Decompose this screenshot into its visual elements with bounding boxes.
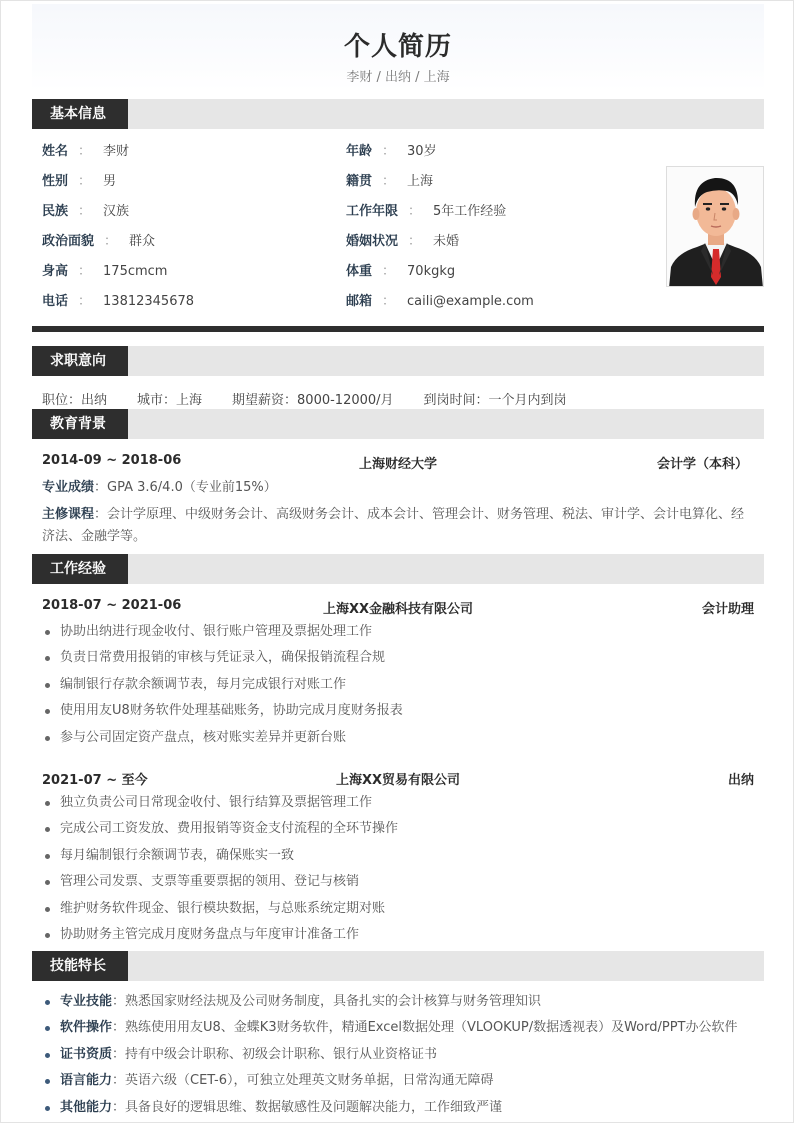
- info-value: 5年工作经验: [433, 204, 507, 219]
- list-item: 每月编制银行余额调节表，确保账实一致: [42, 843, 754, 869]
- info-label: 身高: [42, 264, 69, 279]
- section-title-skills: 技能特长: [32, 951, 128, 981]
- info-value: 汉族: [103, 204, 130, 219]
- skills-list: [42, 989, 754, 1121]
- gpa-value: ：GPA 3.6/4.0（专业前15%）: [94, 480, 277, 495]
- list-item: 负责日常费用报销的审核与凭证录入，确保报销流程合规: [42, 645, 754, 671]
- info-height: 身高 ： 175cmcm: [42, 264, 168, 279]
- page-subtitle: 李财 / 出纳 / 上海: [346, 70, 450, 85]
- list-item: 使用用友U8财务软件处理基础账务，协助完成月度财务报表: [42, 698, 754, 724]
- info-name: 姓名 ： 李财: [42, 144, 130, 159]
- info-value: 李财: [103, 144, 130, 159]
- skill-label: 其他能力: [60, 1099, 113, 1115]
- intent-city: 城市：上海: [137, 393, 203, 408]
- education-courses: [42, 504, 754, 548]
- skill-value: ：英语六级（CET-6），可独立处理英文财务单据，日常沟通无障碍: [112, 1073, 494, 1089]
- work-role: 出纳: [727, 773, 754, 788]
- education-school: 上海财经大学: [358, 457, 437, 472]
- work-role: 会计助理: [701, 602, 754, 617]
- list-item: 维护财务软件现金、银行模块数据，与总账系统定期对账: [42, 896, 754, 922]
- list-item: 独立负责公司日常现金收付、银行结算及票据管理工作: [42, 790, 754, 816]
- skill-label: 软件操作: [60, 1020, 113, 1036]
- list-item: 编制银行存款余额调节表，每月完成银行对账工作: [42, 672, 754, 698]
- info-label: 籍贯: [346, 174, 373, 189]
- education-entry-header: [42, 453, 754, 473]
- info-value: caili@example.com: [407, 294, 534, 309]
- info-label: 性别: [42, 174, 69, 189]
- info-political: 政治面貌 ： 群众: [42, 234, 156, 249]
- info-ethnicity: 民族 ： 汉族: [42, 204, 130, 219]
- info-label: 年龄: [346, 144, 373, 159]
- skill-value: ：熟练使用用友U8、金蝶K3财务软件，精通Excel数据处理（VLOOKUP/数据透视表）及Word/PPT办公软件: [112, 1020, 738, 1036]
- info-label: 姓名: [42, 144, 69, 159]
- info-value: 未婚: [433, 234, 460, 249]
- skill-label: 语言能力: [60, 1073, 113, 1089]
- info-label: 婚姻状况: [346, 234, 399, 249]
- info-label: 政治面貌: [42, 234, 95, 249]
- page-title: 个人简历: [343, 32, 452, 62]
- courses-value: ：会计学原理、中级财务会计、高级财务会计、成本会计、管理会计、财务管理、税法、审计学、会计电算化、经济法、金融学等。: [42, 507, 745, 544]
- info-marital: 婚姻状况 ： 未婚: [346, 234, 460, 249]
- gpa-label: 专业成绩: [42, 480, 95, 495]
- info-value: 30岁: [407, 144, 437, 159]
- info-weight: 体重 ： 70kgkg: [346, 264, 456, 279]
- section-header-education: [32, 409, 764, 439]
- info-gender: 性别 ： 男: [42, 174, 117, 189]
- info-age: 年龄 ： 30岁: [346, 144, 437, 159]
- work-date: 2018-07 ~ 2021-06: [42, 598, 182, 613]
- section-header-basic: [32, 99, 764, 129]
- education-major: 会计学（本科）: [656, 457, 748, 472]
- info-label: 电话: [42, 294, 69, 309]
- list-item: [42, 1015, 754, 1041]
- intent-position: 职位：出纳: [42, 393, 108, 408]
- education-gpa: [42, 475, 754, 501]
- info-label: 邮箱: [346, 294, 373, 309]
- work-entry-header: [42, 769, 754, 789]
- skill-value: ：持有中级会计职称、初级会计职称、银行从业资格证书: [112, 1046, 438, 1062]
- section-header-intent: [32, 346, 764, 376]
- section-title-basic: 基本信息: [32, 99, 128, 129]
- section-header-skills: [32, 951, 764, 981]
- info-value: 上海: [407, 174, 434, 189]
- work-date: 2021-07 ~ 至今: [42, 773, 148, 788]
- list-item: 参与公司固定资产盘点，核对账实差异并更新台账: [42, 725, 754, 751]
- list-item: [42, 1068, 754, 1094]
- portrait-photo-icon: [666, 166, 764, 287]
- info-phone: 电话 ： 13812345678: [42, 294, 195, 309]
- info-hometown: 籍贯 ： 上海: [346, 174, 434, 189]
- info-value: 群众: [129, 234, 156, 249]
- info-label: 体重: [346, 264, 373, 279]
- skill-label: 专业技能: [60, 994, 113, 1009]
- job-intent-row: [42, 389, 597, 408]
- list-item: 管理公司发票、支票等重要票据的领用、登记与核销: [42, 869, 754, 895]
- work-duty-list: [42, 619, 754, 751]
- section-title-intent: 求职意向: [32, 346, 128, 376]
- intent-arrival: 到岗时间：一个月内到岗: [423, 393, 567, 408]
- info-work-years: 工作年限 ： 5年工作经验: [346, 204, 507, 219]
- info-value: 70kgkg: [407, 264, 456, 279]
- resume-header: [32, 4, 764, 91]
- section-header-work: [32, 554, 764, 584]
- work-entry-header: [42, 598, 754, 618]
- work-duty-list: [42, 790, 754, 948]
- skill-label: 证书资质: [60, 1046, 113, 1062]
- list-item: [42, 1042, 754, 1068]
- list-item: [42, 989, 754, 1015]
- work-company: 上海XX金融科技有限公司: [322, 602, 474, 617]
- section-divider: [32, 326, 764, 332]
- skill-value: ：具备良好的逻辑思维、数据敏感性及问题解决能力，工作细致严谨: [112, 1099, 503, 1115]
- section-title-work: 工作经验: [32, 554, 128, 584]
- list-item: [42, 1095, 754, 1121]
- education-date: 2014-09 ~ 2018-06: [42, 453, 182, 468]
- info-label: 民族: [42, 204, 69, 219]
- work-company: 上海XX贸易有限公司: [335, 773, 461, 788]
- courses-label: 主修课程: [42, 507, 95, 522]
- skill-value: ：熟悉国家财经法规及公司财务制度，具备扎实的会计核算与财务管理知识: [112, 994, 542, 1009]
- list-item: 协助财务主管完成月度财务盘点与年度审计准备工作: [42, 922, 754, 948]
- info-label: 工作年限: [346, 204, 399, 219]
- info-value: 男: [103, 174, 117, 189]
- list-item: 协助出纳进行现金收付、银行账户管理及票据处理工作: [42, 619, 754, 645]
- info-value: 13812345678: [103, 294, 195, 309]
- intent-salary: 期望薪资：8000-12000/月: [232, 393, 394, 408]
- list-item: 完成公司工资发放、费用报销等资金支付流程的全环节操作: [42, 816, 754, 842]
- info-value: 175cmcm: [103, 264, 168, 279]
- section-title-education: 教育背景: [32, 409, 128, 439]
- info-email: 邮箱 ： caili@example.com: [346, 294, 534, 309]
